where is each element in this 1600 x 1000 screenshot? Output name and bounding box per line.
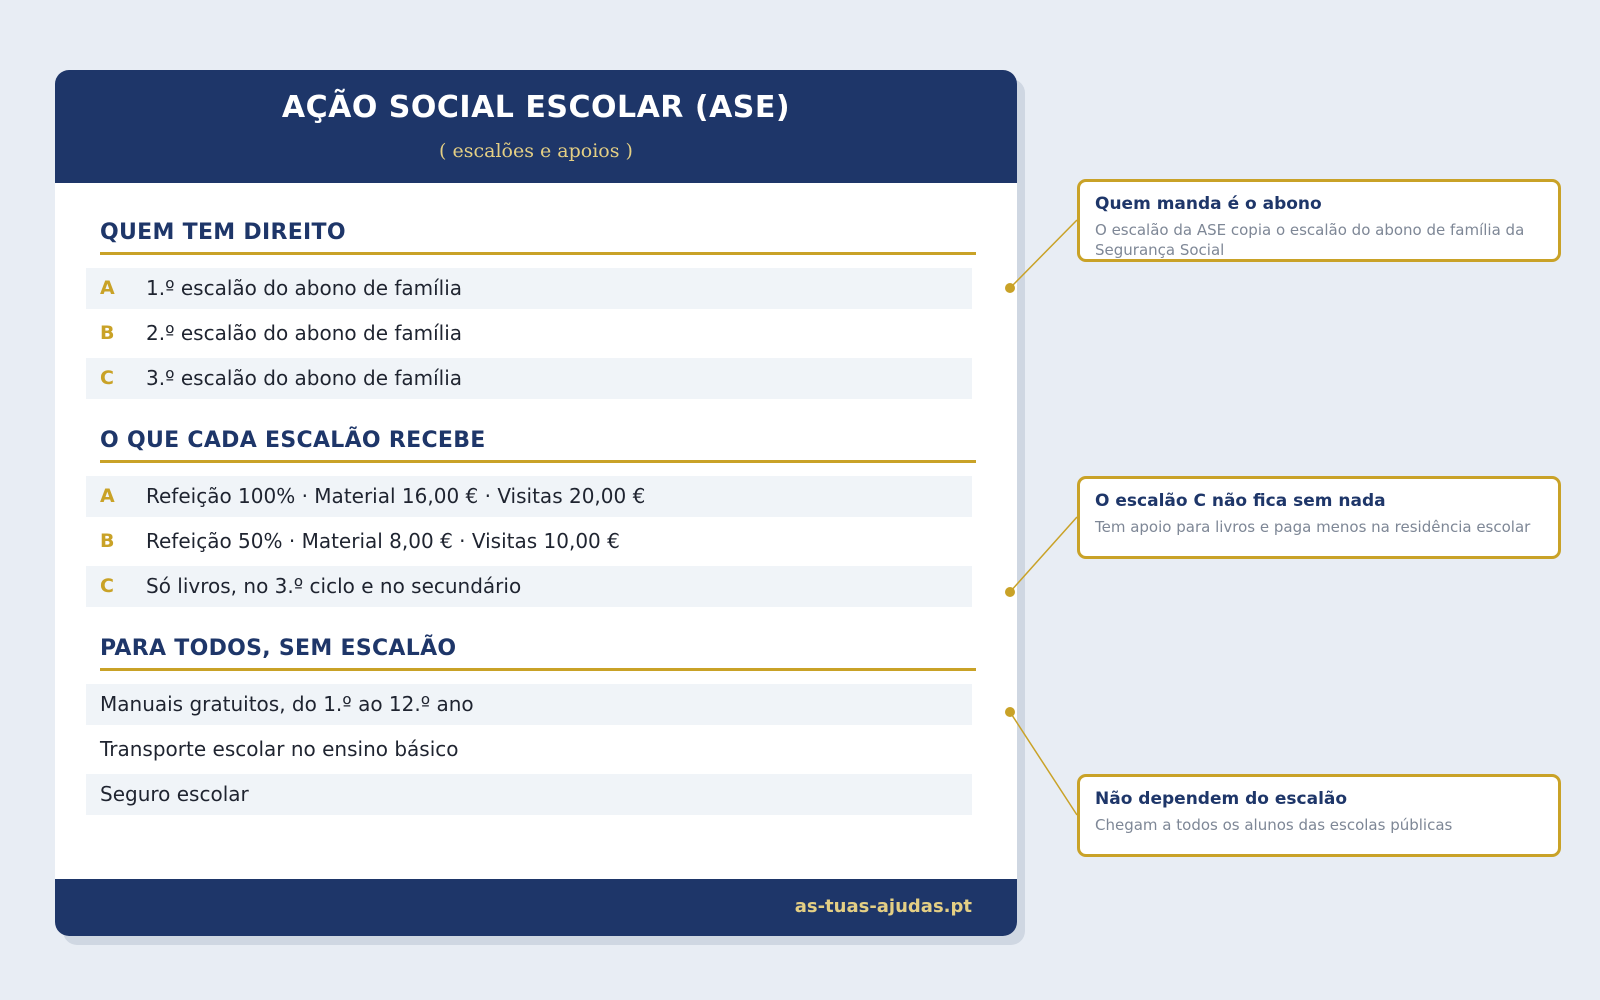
callout-escalao-c [1077,476,1561,559]
callout-abono [1077,179,1561,262]
connector-dot [1005,587,1015,597]
callout-title: Quem manda é o abono [1095,194,1322,214]
list-item-text: Refeição 100% · Material 16,00 € · Visitas 20,00 € [146,484,646,508]
callout-body: Tem apoio para livros e paga menos na residência escolar [1095,518,1531,536]
card-subtitle: ( escalões e apoios ) [439,140,633,162]
escalao-letter: B [100,322,115,344]
section-title: PARA TODOS, SEM ESCALÃO [100,636,457,661]
list-item-text: 2.º escalão do abono de família [146,321,463,345]
list-item-text: Transporte escolar no ensino básico [100,737,459,761]
list-item-text: Seguro escolar [100,782,249,806]
connector-dot [1005,283,1015,293]
escalao-letter: B [100,530,115,552]
callout-nao-dependem [1077,774,1561,857]
list-item-text: Só livros, no 3.º ciclo e no secundário [146,574,522,598]
callout-body: Chegam a todos os alunos das escolas públicas [1095,816,1453,834]
escalao-letter: A [100,485,115,507]
connector-line [1010,517,1077,592]
footer-site-link[interactable]: as-tuas-ajudas.pt [794,896,972,917]
card-title: AÇÃO SOCIAL ESCOLAR (ASE) [281,90,791,125]
list-item-text: 1.º escalão do abono de família [146,276,463,300]
callout-title: O escalão C não fica sem nada [1095,491,1386,511]
callout-body: O escalão da ASE copia o escalão do abono de família da Segurança Social [1095,221,1525,259]
connector-line [1010,712,1077,815]
list-item-text: Refeição 50% · Material 8,00 € · Visitas 10,00 € [146,529,620,553]
section-title: QUEM TEM DIREITO [100,220,346,245]
escalao-letter: A [100,277,115,299]
connector-line [1010,220,1077,288]
callout-title: Não dependem do escalão [1095,789,1348,809]
escalao-letter: C [100,575,114,597]
list-item-text: 3.º escalão do abono de família [146,366,463,390]
connector-dot [1005,707,1015,717]
list-item-text: Manuais gratuitos, do 1.º ao 12.º ano [100,692,474,716]
escalao-letter: C [100,367,114,389]
section-title: O QUE CADA ESCALÃO RECEBE [100,428,486,453]
